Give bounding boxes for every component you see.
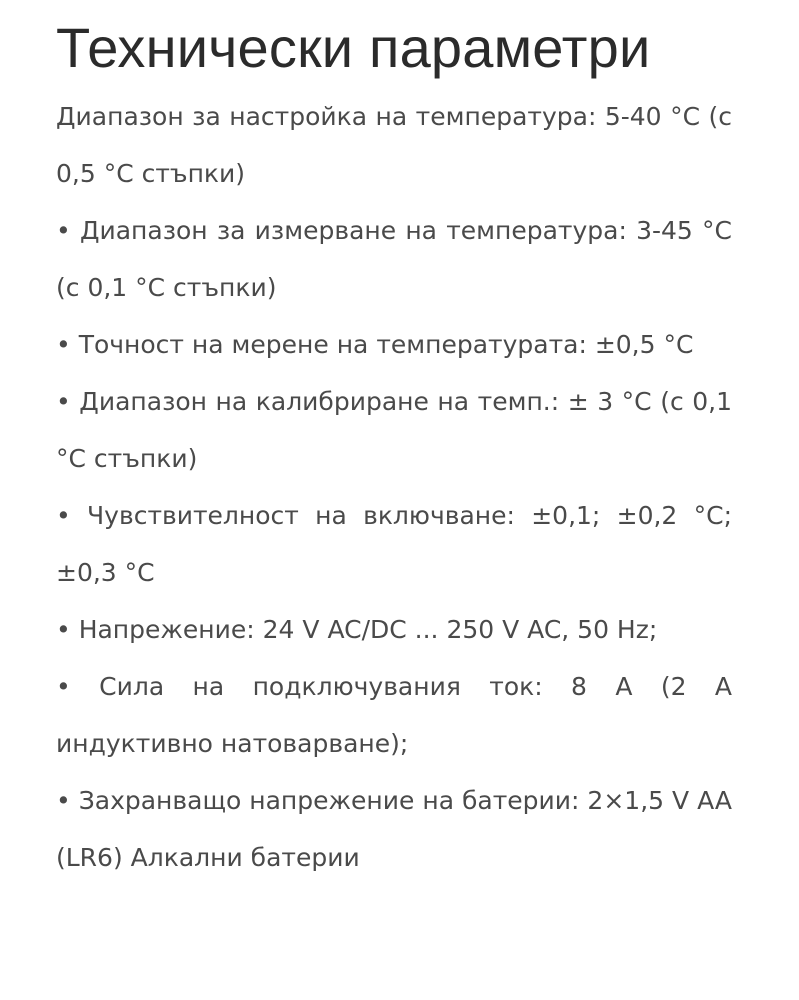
spec-item-switching-current: • Сила на подключувания ток: 8 A (2 A индуктивно натоварване); — [56, 672, 732, 758]
spec-item-temperature-measuring-range: • Диапазон за измерване на температура: 3-45 °C (с 0,1 °C стъпки) — [56, 216, 732, 302]
spec-item-voltage: • Напрежение: 24 V AC/DC ... 250 V AC, 50 Hz; — [56, 615, 658, 644]
spec-page — [56, 18, 732, 886]
spec-list — [56, 88, 732, 886]
spec-item-temperature-setting-range: Диапазон за настройка на температура: 5-40 °C (с 0,5 °C стъпки) — [56, 102, 732, 188]
spec-item-calibration-range: • Диапазон на калибриране на темп.: ± 3 °C (с 0,1 °C стъпки) — [56, 387, 732, 473]
spec-item-battery-supply: • Захранващо напрежение на батерии: 2×1,5 V AA (LR6) Алкални батерии — [56, 786, 732, 872]
spec-item-switching-sensitivity: • Чувствителност на включване: ±0,1; ±0,2 °C; ±0,3 °C — [56, 501, 732, 587]
page-title: Технически параметри — [56, 16, 651, 79]
spec-item-measuring-accuracy: • Точност на мерене на температурата: ±0,5 °C — [56, 330, 694, 359]
